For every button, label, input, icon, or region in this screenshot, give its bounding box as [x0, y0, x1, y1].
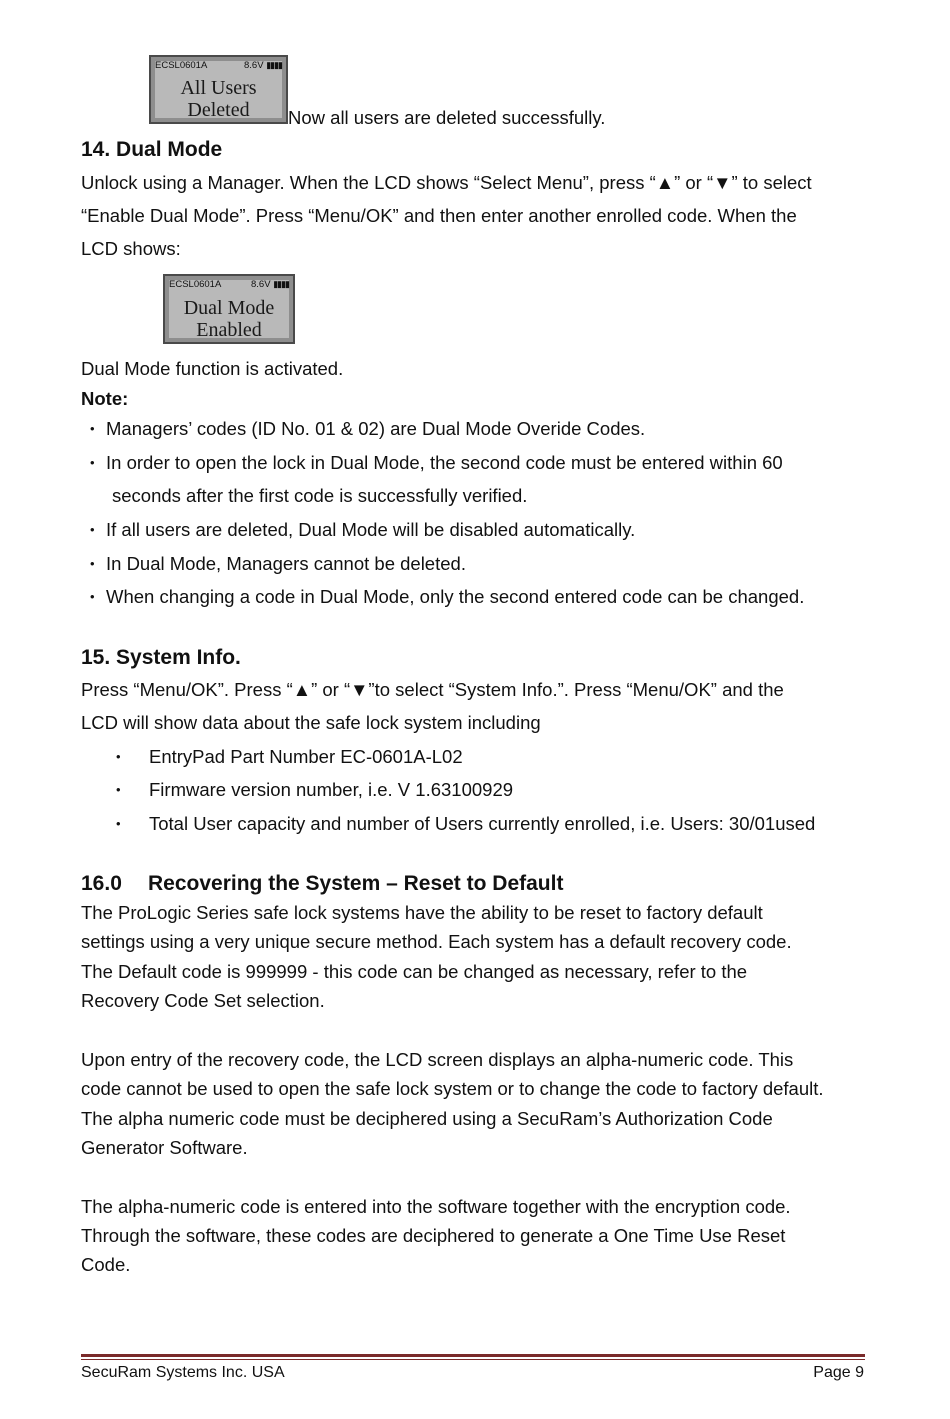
section16-p1-line: The ProLogic Series safe lock systems have the ability to be reset to factory default	[81, 902, 763, 923]
section16-p2-line: code cannot be used to open the safe lock system or to change the code to factory default.	[81, 1078, 824, 1099]
note-item: In Dual Mode, Managers cannot be deleted.	[106, 553, 466, 574]
note-item: In order to open the lock in Dual Mode, the second code must be entered within 60	[106, 452, 783, 473]
deleted-confirmation-text: Now all users are deleted successfully.	[288, 107, 606, 128]
battery-icon: ▮▮▮▮	[273, 279, 289, 289]
section16-p2-line: Upon entry of the recovery code, the LCD screen displays an alpha-numeric code. This	[81, 1049, 794, 1070]
bullet-icon: •	[90, 421, 95, 436]
bullet-icon: •	[116, 816, 121, 831]
section16-p3-line: Through the software, these codes are deciphered to generate a One Time Use Reset	[81, 1225, 786, 1246]
footer-rule-thin	[81, 1359, 865, 1360]
battery-icon: ▮▮▮▮	[266, 60, 282, 70]
section14-para-line2: “Enable Dual Mode”. Press “Menu/OK” and then enter another enrolled code. When the	[81, 205, 797, 226]
section16-heading-number: 16.0	[81, 872, 122, 895]
lcd-line2: Enabled	[196, 319, 262, 341]
lcd-all-users-deleted-image	[149, 55, 288, 124]
section16-p1-line: settings using a very unique secure method. Each system has a default recovery code.	[81, 931, 792, 952]
lcd-voltage: 8.6V	[251, 279, 271, 290]
footer-rule	[81, 1354, 865, 1357]
bullet-icon: •	[116, 749, 121, 764]
lcd-line2: Deleted	[187, 99, 250, 121]
section15-heading: 15. System Info.	[81, 646, 241, 669]
section16-p1-line: Recovery Code Set selection.	[81, 990, 325, 1011]
lcd-model: ECSL0601A	[155, 60, 208, 71]
bullet-icon: •	[90, 455, 95, 470]
section14-para-line3: LCD shows:	[81, 238, 181, 259]
lcd-line1: All Users	[180, 77, 257, 99]
bullet-icon: •	[90, 522, 95, 537]
note-item: Managers’ codes (ID No. 01 & 02) are Dual Mode Overide Codes.	[106, 418, 646, 439]
system-info-item: Total User capacity and number of Users currently enrolled, i.e. Users: 30/01used	[149, 813, 816, 834]
footer-page-number: Page 9	[813, 1364, 864, 1381]
note-item-continuation: seconds after the first code is successfully verified.	[112, 485, 528, 506]
dual-mode-activated-text: Dual Mode function is activated.	[81, 358, 344, 379]
lcd-model: ECSL0601A	[169, 279, 222, 290]
footer-company: SecuRam Systems Inc. USA	[81, 1364, 285, 1381]
section16-heading-text: Recovering the System – Reset to Default	[148, 872, 564, 895]
section15-para-line1: Press “Menu/OK”. Press “▲” or “▼”to select “System Info.”. Press “Menu/OK” and the	[81, 679, 784, 700]
lcd-voltage: 8.6V	[244, 60, 264, 71]
note-item: If all users are deleted, Dual Mode will be disabled automatically.	[106, 519, 636, 540]
section14-heading: 14. Dual Mode	[81, 138, 223, 161]
section16-p3-line: The alpha-numeric code is entered into the software together with the encryption code.	[81, 1196, 791, 1217]
system-info-item: EntryPad Part Number EC-0601A-L02	[149, 746, 463, 767]
section16-p1-line: The Default code is 999999 - this code can be changed as necessary, refer to the	[81, 961, 748, 982]
lcd-line1: Dual Mode	[183, 297, 275, 319]
section15-para-line2: LCD will show data about the safe lock system including	[81, 712, 541, 733]
bullet-icon: •	[116, 782, 121, 797]
bullet-icon: •	[90, 589, 95, 604]
lcd-dual-mode-enabled-image	[163, 274, 295, 344]
section14-para-line1: Unlock using a Manager. When the LCD shows “Select Menu”, press “▲” or “▼” to select	[81, 172, 812, 193]
bullet-icon: •	[90, 556, 95, 571]
section16-p2-line: Generator Software.	[81, 1137, 248, 1158]
note-item: When changing a code in Dual Mode, only the second entered code can be changed.	[106, 586, 805, 607]
section16-p3-line: Code.	[81, 1254, 131, 1275]
system-info-item: Firmware version number, i.e. V 1.63100929	[149, 779, 514, 800]
note-label: Note:	[81, 388, 129, 409]
section16-p2-line: The alpha numeric code must be deciphered using a SecuRam’s Authorization Code	[81, 1108, 773, 1129]
